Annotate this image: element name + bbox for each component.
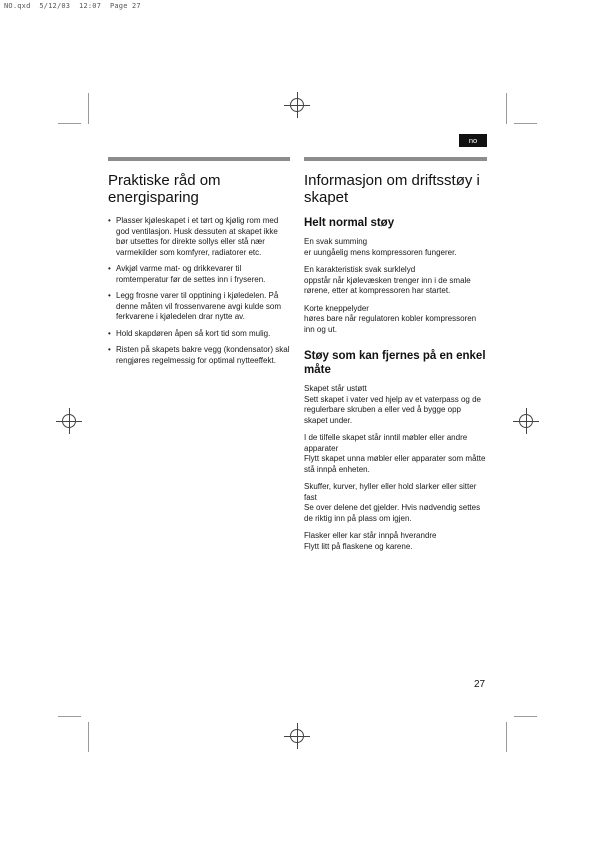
energy-tips-list [108,216,290,366]
noise-item-text: høres bare når regulatoren kobler kompressoren inn og ut. [304,314,477,334]
left-title: Praktiske råd om energisparing [108,172,221,206]
right-title: Informasjon om driftsstøy i skapet [304,172,480,206]
bullet-icon: • [108,291,111,300]
registration-mark-icon [284,92,310,118]
crop-mark [88,93,89,124]
list-item [108,216,290,258]
section-heading-normal-noise: Helt normal støy [304,217,395,229]
language-tag: no [459,134,487,147]
bullet-icon: • [108,216,111,225]
noise-item-label: I de tilfelle skapet står inntil møbler eller andre apparater [304,433,468,453]
noise-item-label: Skuffer, kurver, hyller eller hold slarker eller sitter fast [304,482,477,502]
page-number: 27 [474,679,486,690]
noise-item-label: En svak summing [304,237,368,246]
bullet-icon: • [108,264,111,273]
list-item [108,291,290,323]
section-heading-removable-noise: Støy som kan fjernes på en enkel måte [304,350,486,376]
crop-mark [506,93,507,124]
list-item-text: Avkjøl varme mat- og drikkevarer til romtemperatur før de settes inn i fryseren. [116,264,266,284]
bullet-icon: • [108,328,111,338]
noise-item-label: Flasker eller kar står innpå hverandre [304,531,437,540]
crop-mark [506,722,507,752]
list-item-text: Plasser kjøleskapet i et tørt og kjølig rom med god ventilasjon. Husk dessuten at skapet ikke bør utsettes for direkte sollys eller stå nær varmekilder som komfyrer, radiatorer etc. [116,216,279,257]
column-rule-right [304,157,487,161]
left-column [108,172,290,372]
crop-mark [514,123,537,124]
registration-mark-icon [56,408,82,434]
noise-item [304,384,486,426]
noise-item [304,531,486,552]
noise-item-text: Sett skapet i vater ved hjelp av et vaterpass og de regulerbare skruben a eller ved å bygge opp skapet under. [304,394,481,425]
bullet-icon: • [108,345,111,354]
noise-item [304,304,486,336]
noise-item-label: Skapet står ustøtt [304,384,367,393]
list-item-text: Risten på skapets bakre vegg (kondensator) skal rengjøres regelmessig for optimal nytteeffekt. [116,345,290,365]
crop-mark [58,123,81,124]
noise-item [304,237,486,258]
noise-item [304,482,486,524]
crop-mark [514,716,537,717]
column-rule-left [108,157,290,161]
noise-item-text: Flytt litt på flaskene og karene. [304,541,413,551]
crop-mark [88,722,89,752]
noise-item-text: Se over delene det gjelder. Hvis nødvendig settes de riktig inn på plass om igjen. [304,503,481,523]
registration-mark-icon [284,723,310,749]
noise-item-text: Flytt skapet unna møbler eller apparater som måtte stå innpå enheten. [304,454,486,474]
list-item-text: Legg frosne varer til opptining i kjøledelen. På denne måten vil frossenvarene avgi kulde som ferkvarene i kjøledelen drar nytte av. [116,291,281,321]
registration-mark-icon [513,408,539,434]
crop-mark [58,716,81,717]
noise-item [304,265,486,297]
right-column [304,172,486,559]
noise-item-label: En karakteristisk svak surklelyd [304,265,416,274]
list-item-text: Hold skapdøren åpen så kort tid som mulig. [116,328,271,338]
list-item [108,264,290,285]
noise-item-text: oppstår når kjølevæsken trenger inn i de smale rørene, etter at kompressoren har startet. [304,275,471,295]
noise-item-label: Korte kneppelyder [304,303,369,313]
print-slug: NO.qxd 5/12/03 12:07 Page 27 [4,2,141,10]
noise-item [304,433,486,475]
list-item [108,329,290,340]
list-item [108,345,290,366]
noise-item-text: er uungåelig mens kompressoren fungerer. [304,247,457,257]
